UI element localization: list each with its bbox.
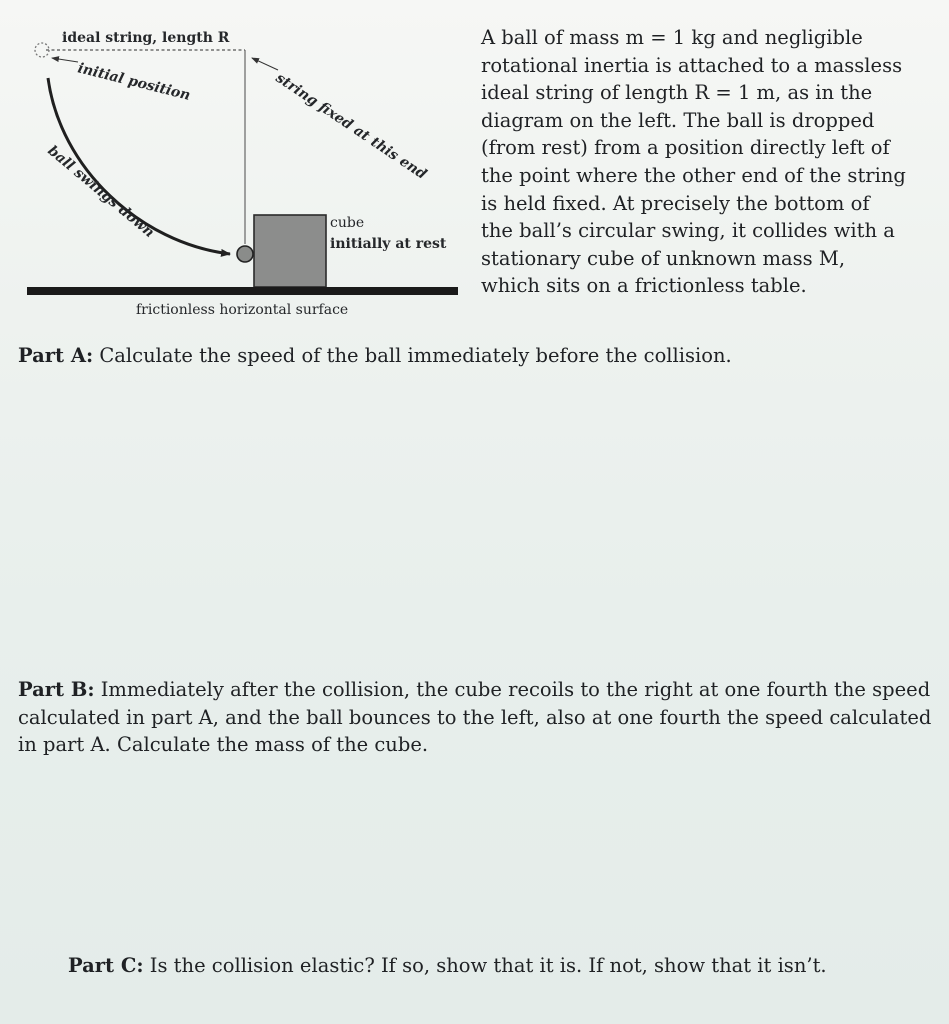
description-line: diagram on the left. The ball is dropped <box>481 108 875 132</box>
part-c-label: Part C: <box>68 954 144 977</box>
pendulum-diagram <box>20 18 470 323</box>
part-c-text: Is the collision elastic? If so, show that it is. If not, show that it isn’t. <box>143 954 827 977</box>
label-string-fixed: string fixed at this end <box>272 70 430 183</box>
description-line: ideal string of length R = 1 m, as in the <box>481 81 873 105</box>
description-line: A ball of mass m = 1 kg and negligible <box>481 26 863 49</box>
part-b-text-line: calculated in part A, and the ball bounces to the left, also at one fourth the speed calculated <box>18 705 932 729</box>
description-line: which sits on a frictionless table. <box>481 274 807 298</box>
part-b-label: Part B: <box>18 678 95 701</box>
label-cube: cube <box>330 215 365 231</box>
description-line: stationary cube of unknown mass M, <box>481 246 846 270</box>
label-cube-rest: initially at rest <box>330 236 447 252</box>
label-initial-position: initial position <box>76 60 192 104</box>
description-line: rotational inertia is attached to a massless <box>481 53 903 77</box>
part-c <box>68 952 827 980</box>
label-ball-swings: ball swings down <box>44 142 158 242</box>
description-line: the point where the other end of the string <box>481 163 906 187</box>
description-line: is held fixed. At precisely the bottom of <box>481 191 870 215</box>
fixed-end-arrow <box>252 58 278 70</box>
part-a-label: Part A: <box>18 344 94 367</box>
part-a-text: Calculate the speed of the ball immediately before the collision. <box>93 344 732 367</box>
ball <box>237 246 253 262</box>
cube <box>254 215 326 287</box>
label-surface: frictionless horizontal surface <box>136 302 349 318</box>
initial-position-arrow <box>52 58 78 62</box>
frictionless-surface <box>27 287 458 295</box>
part-b <box>18 676 932 759</box>
part-b-text-line: Immediately after the collision, the cube recoils to the right at one fourth the speed <box>94 678 931 701</box>
description-line: (from rest) from a position directly left of <box>481 136 890 160</box>
part-a <box>18 342 732 370</box>
description-line: the ball’s circular swing, it collides with a <box>481 219 895 243</box>
problem-description <box>481 24 921 300</box>
part-b-text-line: in part A. Calculate the mass of the cube. <box>18 733 429 756</box>
label-ideal-string: ideal string, length R <box>62 30 230 46</box>
